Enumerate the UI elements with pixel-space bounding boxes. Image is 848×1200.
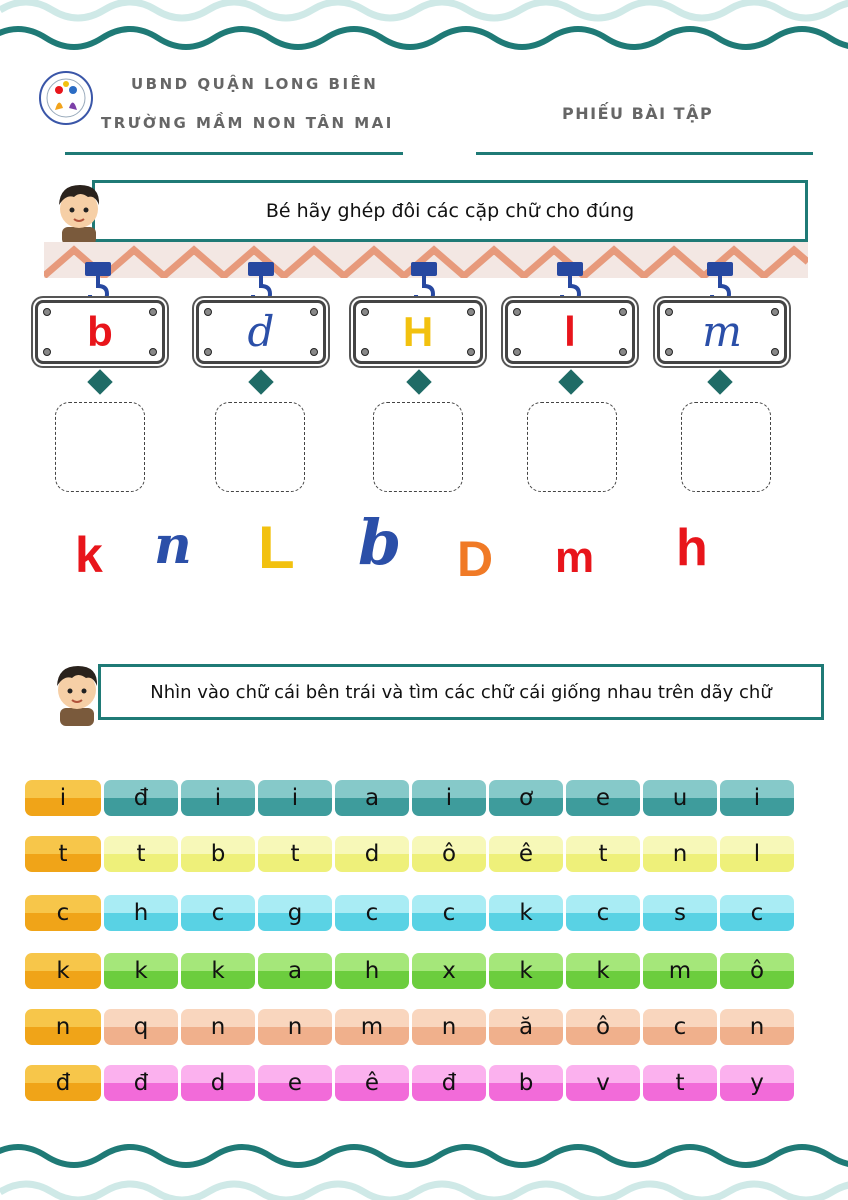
plate-letter: d	[247, 307, 275, 356]
letter-cell[interactable]: c	[720, 895, 794, 931]
answer-drop-box[interactable]	[215, 402, 305, 492]
choice-letter[interactable]: b	[358, 506, 402, 579]
answer-drop-box[interactable]	[527, 402, 617, 492]
letter-cell[interactable]: k	[566, 953, 640, 989]
bottom-wave-border	[0, 1134, 848, 1200]
letter-cell[interactable]: t	[566, 836, 640, 872]
header-divider-right	[476, 152, 813, 155]
letter-cell[interactable]: c	[181, 895, 255, 931]
letter-cell[interactable]: c	[412, 895, 486, 931]
diamond-connector-icon	[558, 369, 583, 394]
choice-letter[interactable]: k	[75, 527, 103, 583]
instruction-text-find: Nhìn vào chữ cái bên trái và tìm các chữ cái giống nhau trên dãy chữ	[150, 681, 772, 703]
worksheet-title: PHIẾU BÀI TẬP	[562, 104, 714, 123]
target-letter: t	[25, 836, 101, 872]
letter-cell[interactable]: s	[643, 895, 717, 931]
letter-cell[interactable]: n	[412, 1009, 486, 1045]
letter-cell[interactable]: h	[104, 895, 178, 931]
letter-cell[interactable]: đ	[412, 1065, 486, 1101]
letter-cell[interactable]: đ	[104, 780, 178, 816]
letter-cell[interactable]: t	[258, 836, 332, 872]
letter-cell[interactable]: ă	[489, 1009, 563, 1045]
letter-cell[interactable]: ơ	[489, 780, 563, 816]
letter-cell[interactable]: k	[489, 895, 563, 931]
plate-letter: H	[402, 308, 434, 355]
letter-plate	[196, 300, 326, 364]
letter-cell[interactable]: x	[412, 953, 486, 989]
district-name: UBND QUẬN LONG BIÊN	[131, 75, 379, 93]
letter-cell[interactable]: g	[258, 895, 332, 931]
letter-cell[interactable]: e	[258, 1065, 332, 1101]
header-divider-left	[65, 152, 403, 155]
school-name: TRƯỜNG MẦM NON TÂN MAI	[101, 114, 394, 132]
diamond-connector-icon	[406, 369, 431, 394]
letter-cell[interactable]: e	[566, 780, 640, 816]
target-letter: n	[25, 1009, 101, 1045]
letter-cell[interactable]: k	[104, 953, 178, 989]
target-letter: k	[25, 953, 101, 989]
letter-cell[interactable]: b	[489, 1065, 563, 1101]
letter-cell[interactable]: t	[643, 1065, 717, 1101]
instruction-box-matching	[92, 180, 808, 242]
choice-letter[interactable]: h	[676, 519, 708, 577]
letter-cell[interactable]: n	[643, 836, 717, 872]
letter-cell[interactable]: c	[335, 895, 409, 931]
letter-cell[interactable]: d	[181, 1065, 255, 1101]
top-wave-border	[0, 0, 848, 62]
answer-drop-box[interactable]	[373, 402, 463, 492]
letter-cell[interactable]: v	[566, 1065, 640, 1101]
boy-avatar-icon	[48, 656, 106, 726]
diamond-connector-icon	[87, 369, 112, 394]
choice-letter[interactable]: D	[457, 531, 494, 587]
letter-cell[interactable]: i	[720, 780, 794, 816]
answer-drop-box[interactable]	[55, 402, 145, 492]
letter-cell[interactable]: ô	[566, 1009, 640, 1045]
letter-cell[interactable]: l	[720, 836, 794, 872]
letter-cell[interactable]: n	[181, 1009, 255, 1045]
letter-cell[interactable]: k	[489, 953, 563, 989]
letter-cell[interactable]: đ	[104, 1065, 178, 1101]
instruction-text-matching: Bé hãy ghép đôi các cặp chữ cho đúng	[265, 200, 635, 222]
letter-cell[interactable]: i	[181, 780, 255, 816]
letter-cell[interactable]: ê	[489, 836, 563, 872]
letter-cell[interactable]: k	[181, 953, 255, 989]
letter-cell[interactable]: a	[258, 953, 332, 989]
letter-cell[interactable]: h	[335, 953, 409, 989]
letter-cell[interactable]: y	[720, 1065, 794, 1101]
letter-cell[interactable]: q	[104, 1009, 178, 1045]
letter-plate	[353, 300, 483, 364]
letter-cell[interactable]: u	[643, 780, 717, 816]
letter-cell[interactable]: n	[258, 1009, 332, 1045]
plate-letter: b	[87, 308, 113, 355]
plate-letter: m	[702, 307, 742, 356]
letter-cell[interactable]: i	[258, 780, 332, 816]
diamond-connector-icon	[248, 369, 273, 394]
letter-cell[interactable]: n	[720, 1009, 794, 1045]
target-letter: đ	[25, 1065, 101, 1101]
letter-cell[interactable]: m	[335, 1009, 409, 1045]
letter-cell[interactable]: i	[412, 780, 486, 816]
letter-cell[interactable]: a	[335, 780, 409, 816]
diamond-connector-icon	[707, 369, 732, 394]
letter-cell[interactable]: c	[643, 1009, 717, 1045]
letter-cell[interactable]: d	[335, 836, 409, 872]
plate-letter: l	[564, 308, 576, 355]
letter-cell[interactable]: ô	[720, 953, 794, 989]
letter-plate	[35, 300, 165, 364]
school-logo	[35, 70, 97, 126]
letter-plate	[505, 300, 635, 364]
choice-letter[interactable]: L	[258, 514, 295, 581]
instruction-box-find	[98, 664, 824, 720]
boy-avatar-icon	[50, 175, 108, 245]
choice-letter[interactable]: m	[555, 533, 595, 582]
answer-drop-box[interactable]	[681, 402, 771, 492]
letter-cell[interactable]: c	[566, 895, 640, 931]
target-letter: i	[25, 780, 101, 816]
letter-plate	[657, 300, 787, 364]
letter-cell[interactable]: b	[181, 836, 255, 872]
target-letter: c	[25, 895, 101, 931]
letter-cell[interactable]: ô	[412, 836, 486, 872]
letter-cell[interactable]: m	[643, 953, 717, 989]
letter-cell[interactable]: t	[104, 836, 178, 872]
letter-cell[interactable]: ê	[335, 1065, 409, 1101]
choice-letter[interactable]: n	[154, 515, 192, 576]
